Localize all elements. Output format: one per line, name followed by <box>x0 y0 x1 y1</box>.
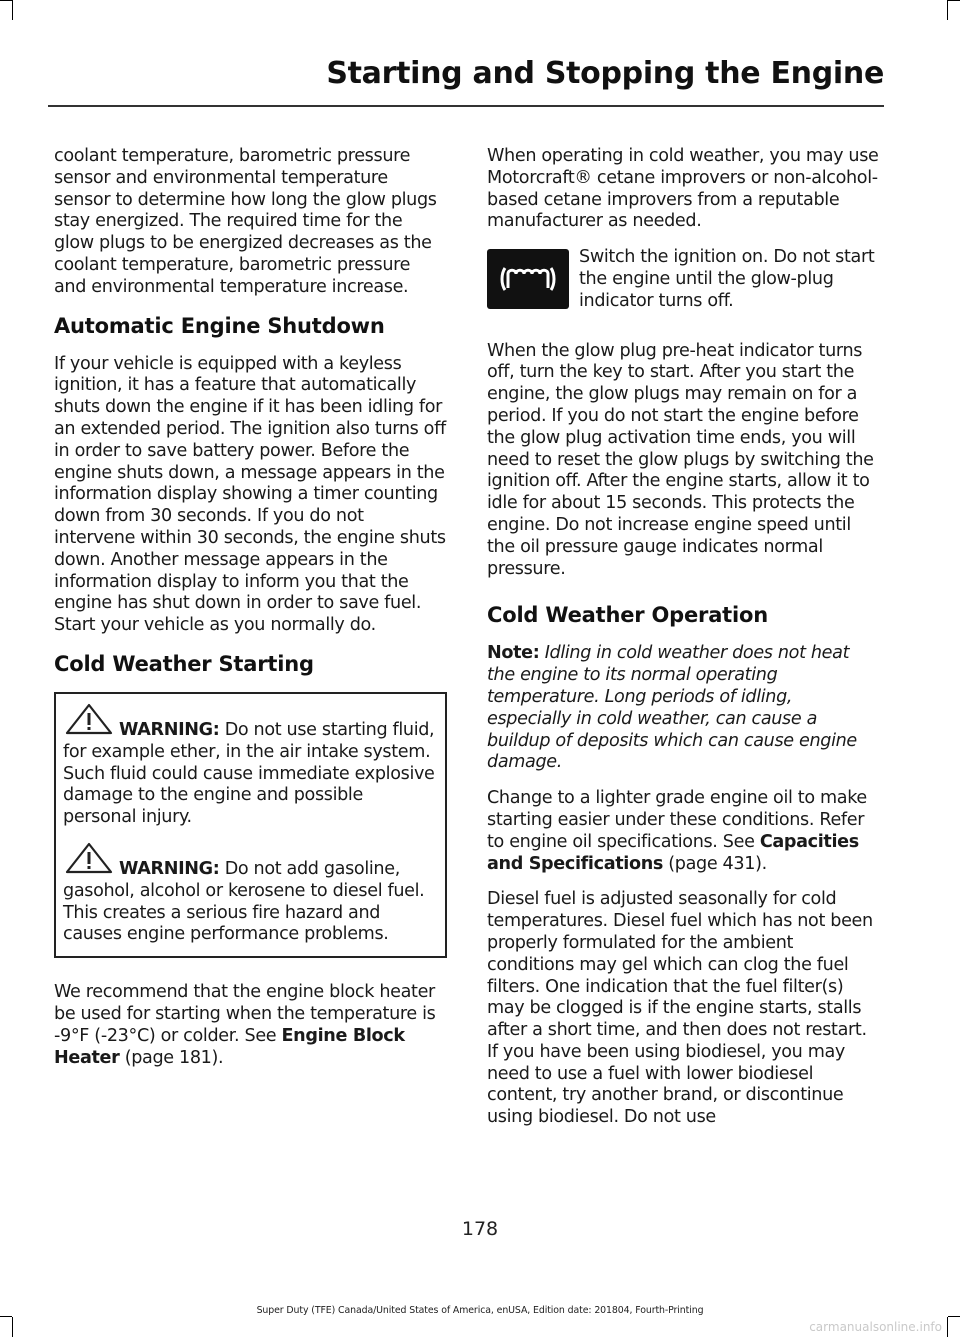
warning-triangle-icon <box>63 702 115 736</box>
crop-mark <box>12 1317 13 1337</box>
warning-text: Do not use starting fluid, for example ether, in the air intake system. Such fluid could cause immediate explosive damage to the engine and possible personal injury. <box>63 719 435 828</box>
intro-paragraph: coolant temperature, barometric pressure sensor and environmental temperature sensor to determine how long the glow plugs stay energized. The required time for the glow plugs to be energized decreases as the coolant temperature, barometric pressure and environmental temperature increase. <box>54 146 437 297</box>
page-number: 178 <box>461 1218 499 1240</box>
right-column <box>487 146 880 1143</box>
block-heater-paragraph <box>54 982 447 1069</box>
crop-mark <box>947 0 948 20</box>
crop-mark <box>0 0 12 1</box>
crop-mark <box>947 1317 948 1337</box>
warning-label: WARNING: <box>119 858 220 879</box>
note-paragraph <box>487 643 880 774</box>
glow-plug-text: Switch the ignition on. Do not start the engine until the glow-plug indicator turns off. <box>579 247 875 311</box>
page-reference: (page 431). <box>663 853 767 874</box>
capacities-specifications-link[interactable]: Capacities and Specifications <box>487 831 859 874</box>
warning-starting-fluid <box>63 720 437 829</box>
page-header-title: Starting and Stopping the Engine <box>326 56 884 91</box>
glow-plug-instruction <box>487 247 880 326</box>
preheat-paragraph: When the glow plug pre-heat indicator turns off, turn the key to start. After you start the engine, the glow plugs may remain on for a period. If you do not start the engine before the glow plug activation time ends, you will need to reset the glow plugs by switching the ignition off. After the engine starts, allow it to idle for about 15 seconds. This protects the engine. Do not increase engine speed until the oil pressure gauge indicates normal pressure. <box>487 340 874 579</box>
header-rule <box>48 105 884 107</box>
diesel-paragraph: Diesel fuel is adjusted seasonally for cold temperatures. Diesel fuel which has not been properly formulated for the ambient conditions may gel which can clog the fuel filters. One indication that the fuel filter(s) may be clogged is if the engine starts, stalls after a short time, and then does not restart. If you have been using biodiesel, you may need to use a fuel with lower biodiesel content, try another brand, or discontinue using biodiesel. Do not use <box>487 889 873 1128</box>
shutdown-paragraph: If your vehicle is equipped with a keyless ignition, it has a feature that automatically shuts down the engine if it has been idling for an extended period. The ignition also turns off in order to save battery power. Before the engine shuts down, a message appears in the information display showing a timer counting down from 30 seconds. If you do not intervene within 30 seconds, the engine shuts down. Another message appears in the information display to inform you that the engine has shut down in order to save fuel. Start your vehicle as you normally do. <box>54 353 446 636</box>
watermark: carmanualsonline.info <box>809 1320 942 1334</box>
crop-mark <box>948 0 960 1</box>
crop-mark <box>12 0 13 20</box>
glow-plug-icon <box>487 249 569 309</box>
warning-label: WARNING: <box>119 719 220 740</box>
warning-text: Do not add gasoline, gasohol, alcohol or kerosene to diesel fuel. This creates a serious fire hazard and causes engine performance problems. <box>63 858 425 945</box>
page-reference: (page 181). <box>119 1047 224 1068</box>
heading-cold-weather-operation: Cold Weather Operation <box>487 603 768 628</box>
crop-mark <box>948 1316 960 1317</box>
left-column <box>54 146 447 1083</box>
warning-fuel-mixing <box>63 859 437 946</box>
note-text: Idling in cold weather does not heat the engine to its normal operating temperature. Long periods of idling, especially in cold weather, can cause a buildup of deposits which can cause engine damage. <box>487 643 857 773</box>
block-heater-text: We recommend that the engine block heater be used for starting when the temperature is -9°F (-23°C) or colder. See <box>54 982 436 1046</box>
oil-text: Change to a lighter grade engine oil to make starting easier under these conditions. Refer to engine oil specifications. See <box>487 788 867 852</box>
heading-cold-weather-starting: Cold Weather Starting <box>54 651 314 676</box>
warning-triangle-icon <box>63 841 115 875</box>
note-label: Note: <box>487 643 540 664</box>
heading-automatic-engine-shutdown: Automatic Engine Shutdown <box>54 313 385 338</box>
engine-block-heater-link[interactable]: Engine Block Heater <box>54 1025 405 1068</box>
warning-box <box>54 692 447 958</box>
footer-edition-info: Super Duty (TFE) Canada/United States of America, enUSA, Edition date: 201804, Fourth-Printing <box>256 1305 704 1316</box>
oil-paragraph <box>487 788 880 875</box>
crop-mark <box>0 1316 12 1317</box>
cetane-paragraph: When operating in cold weather, you may use Motorcraft® cetane improvers or non-alcohol-based cetane improvers from a reputable manufacturer as needed. <box>487 146 879 232</box>
